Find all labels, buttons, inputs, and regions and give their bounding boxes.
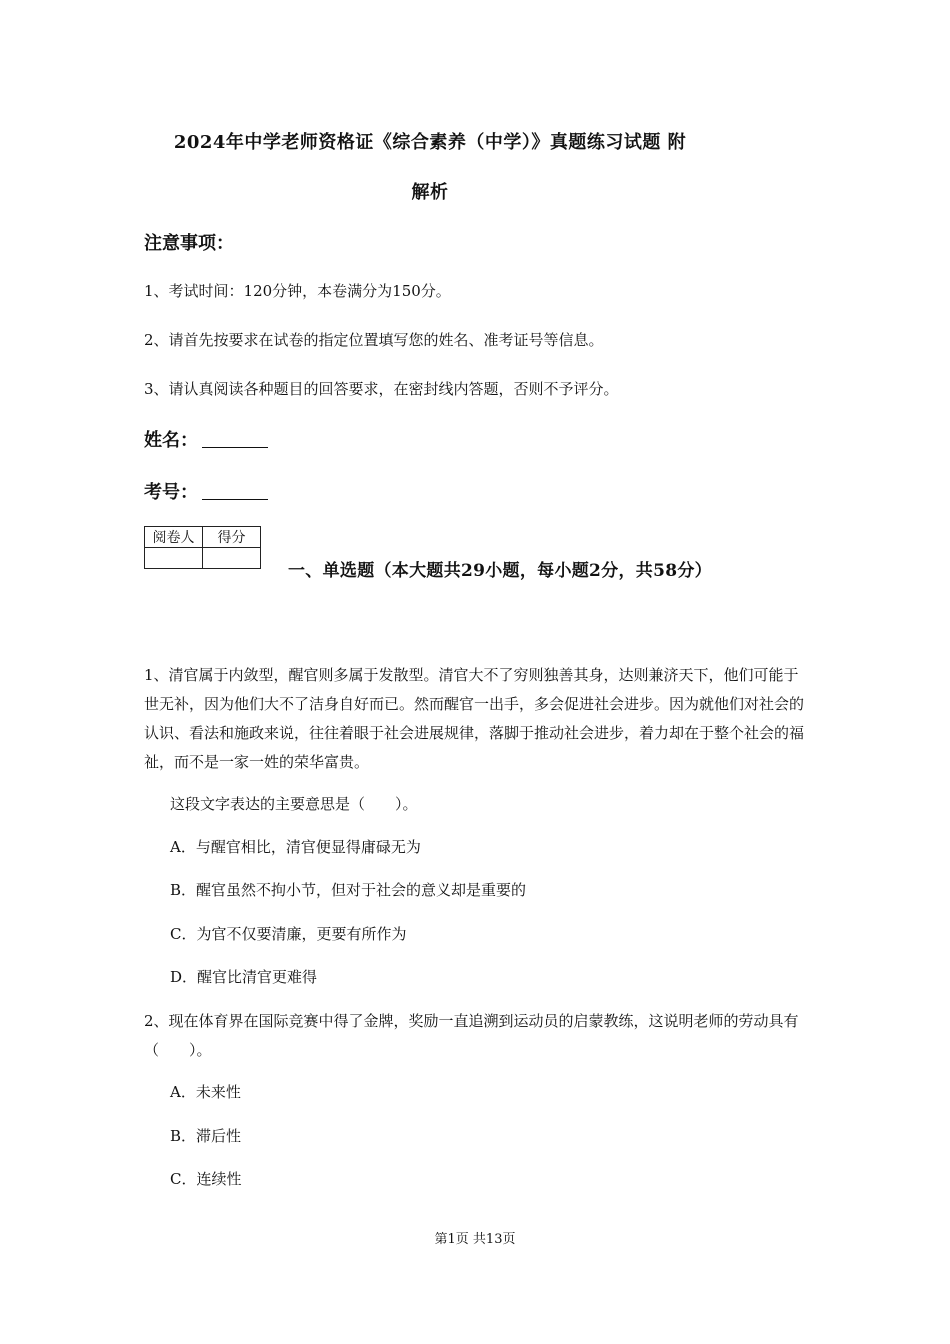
exam-number-blank[interactable] [202,481,268,500]
question-stem: 1、清官属于内敛型，醒官则多属于发散型。清官大不了穷则独善其身，达则兼济天下，他们可能于世无补，因为他们大不了洁身自好而已。然而醒官一出手，多会促进社会进步。因为就他们对社会的认识、看法和施政来说，往往着眼于社会进展规律，落脚于推动社会进步，着力却在于整个社会的福祉，而不是一家一姓的荣华富贵。 [144,666,805,771]
grader-table [144,526,261,569]
notice-heading: 注意事项： [144,233,234,254]
option-a: A．与醒官相比，清官便显得庸碌无为 [170,838,421,856]
name-label: 姓名： [144,430,198,451]
option-b: B．醒官虽然不拘小节，但对于社会的意义却是重要的 [170,881,527,899]
notice-item: 2、请首先按要求在试卷的指定位置填写您的姓名、准考证号等信息。 [144,331,604,349]
option-c: C．连续性 [170,1170,242,1188]
notice-item: 1、考试时间：120分钟，本卷满分为150分。 [144,282,451,300]
option-c: C．为官不仅要清廉，更要有所作为 [170,925,407,943]
name-field [144,426,268,452]
question-prompt: 这段文字表达的主要意思是（ ）。 [170,795,418,813]
section-title: 一、单选题（本大题共29小题，每小题2分，共58分） [288,561,712,581]
score-header: 得分 [203,527,261,548]
exam-number-field [144,478,268,504]
exam-number-label: 考号： [144,482,198,503]
question-stem: 2、现在体育界在国际竞赛中得了金牌，奖励一直追溯到运动员的启蒙教练，这说明老师的劳动具有（ ）。 [144,1012,799,1059]
notice-item: 3、请认真阅读各种题目的回答要求，在密封线内答题，否则不予评分。 [144,380,619,398]
page-title-line1: 2024年中学老师资格证《综合素养（中学）》真题练习试题 附 [173,132,687,153]
option-a: A．未来性 [170,1083,241,1101]
name-blank[interactable] [202,429,268,448]
grader-header: 阅卷人 [145,527,203,548]
page-title-line2: 解析 [411,182,449,203]
option-d: D．醒官比清官更难得 [170,968,318,986]
grader-cell[interactable] [145,548,203,569]
page-footer: 第1页 共13页 [434,1232,516,1247]
option-b: B．滞后性 [170,1127,242,1145]
score-cell[interactable] [203,548,261,569]
